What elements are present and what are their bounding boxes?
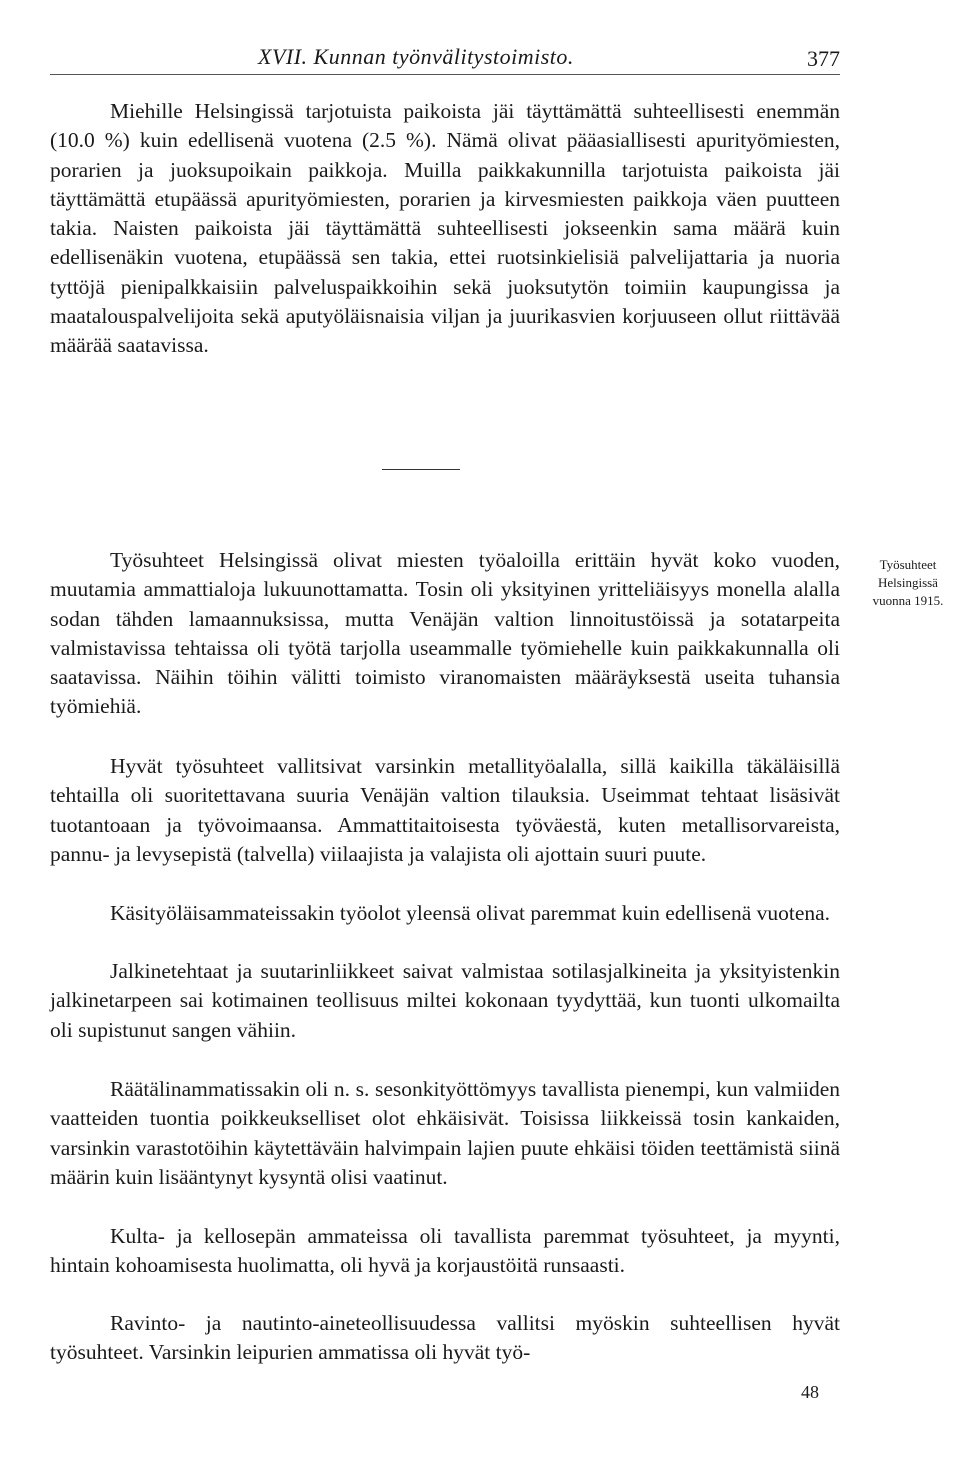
paragraph-food-industry: Ravinto- ja nautinto-aineteollisuudessa vallitsi myöskin suhteellisen hyvät työsuhteet. Varsinkin leipurien ammatissa oli hyvät työ- xyxy=(50,1311,840,1365)
paragraph-footwear: Jalkinetehtaat ja suutarinliikkeet saivat valmistaa sotilasjalkineita ja yksityistenkin jalkinetarpeen sai kotimainen teollisuus miltei kokonaan tyydyttää, kun tuonti ulkomailta oli supistunut sangen vähiin. xyxy=(50,959,840,1042)
margin-note-line: Työsuhteet xyxy=(879,557,937,572)
paragraph-tailoring: Räätälinammatissakin oli n. s. sesonkityöttömyys tavallista pienempi, kun valmiiden vaatteiden tuontia poikkeukselliset olot ehkäisivät. Toisissa liikkeissä tosin kankaiden, varsinkin varastotöihin käytettäväin halvimpain lajien puute ehkäisi töiden teettämistä siinä määrin kuin lisääntynyt kysyntä olisi vaatinut. xyxy=(50,1077,840,1189)
paragraph-metal-industry: Hyvät työsuhteet vallitsivat varsinkin metallityöalalla, sillä kaikilla täkäläisillä tehtailla oli suoritettavana suuria Venäjän valtion tilauksia. Useimmat tehtaat lisäsivät tuotantoaan ja työvoimaansa. Ammattitaitoisesta työväestä, kuten metallisorvareista, pannu- ja levysepistä (talvella) viilaajista ja valajista oli ajottain suuri puute. xyxy=(50,754,840,866)
margin-note xyxy=(856,556,960,610)
paragraph-handicrafts: Käsityöläisammateissakin työolot yleensä olivat paremmat kuin edellisenä vuotena. xyxy=(110,901,831,925)
paragraph-unfilled-positions: Miehille Helsingissä tarjotuista paikoista jäi täyttämättä suhteellisesti enemmän (10.0 %) kuin edellisenä vuotena (2.5 %). Nämä olivat pääasiallisesti apurityömiesten, porarien ja juoksupoikain paikkoja. Muilla paikkakunnilla tarjotuista paikoista jäi täyttämättä etupäässä apurityömiesten, porarien ja kirvesmiesten paikkoja väen puutteen takia. Naisten paikoista jäi täyttämättä suhteellisesti jokseenkin sama määrä kuin edellisenäkin vuotena, etupäässä sen takia, ettei ruotsinkielisiä palvelijattaria ja nuoria tyttöjä pienipalkkaisiin palveluspaikkoihin sekä juoksutytön toimiin kaupungissa ja maatalouspalvelijoita sekä aputyöläisnaisia viljan ja juurikasvien korjuuseen ollut riittävää määrää saatavissa. xyxy=(50,99,840,358)
printer-signature: 48 xyxy=(801,1382,819,1402)
page-header xyxy=(50,40,840,75)
margin-note-line: Helsingissä xyxy=(878,575,938,590)
page-number: 377 xyxy=(807,46,840,71)
margin-note-line: vuonna 1915. xyxy=(872,593,944,608)
running-title: XVII. Kunnan työnvälitystoimisto. xyxy=(258,44,574,69)
paragraph-goldsmith: Kulta- ja kellosepän ammateissa oli tavallista paremmat työsuhteet, ja myynti, hintain kohoamisesta huolimatta, oli hyvä ja korjaustöitä runsaasti. xyxy=(50,1224,840,1278)
section-divider xyxy=(382,469,460,470)
paragraph-work-conditions: Työsuhteet Helsingissä olivat miesten työaloilla erittäin hyvät koko vuoden, muutamia ammattialoja lukuunottamatta. Tosin oli yksityinen yritteliäisyys monella alalla sodan tähden lamaannuksissa, mutta Venäjän valtion linnoitustöissä ja sotatarpeita valmistavissa tehtaissa oli työtä tarjolla useammalle työmiehelle kuin paikkakunnalla oli saatavissa. Näihin töihin välitti toimisto viranomaisten määräyksestä useita tuhansia työmiehiä. xyxy=(50,548,840,719)
